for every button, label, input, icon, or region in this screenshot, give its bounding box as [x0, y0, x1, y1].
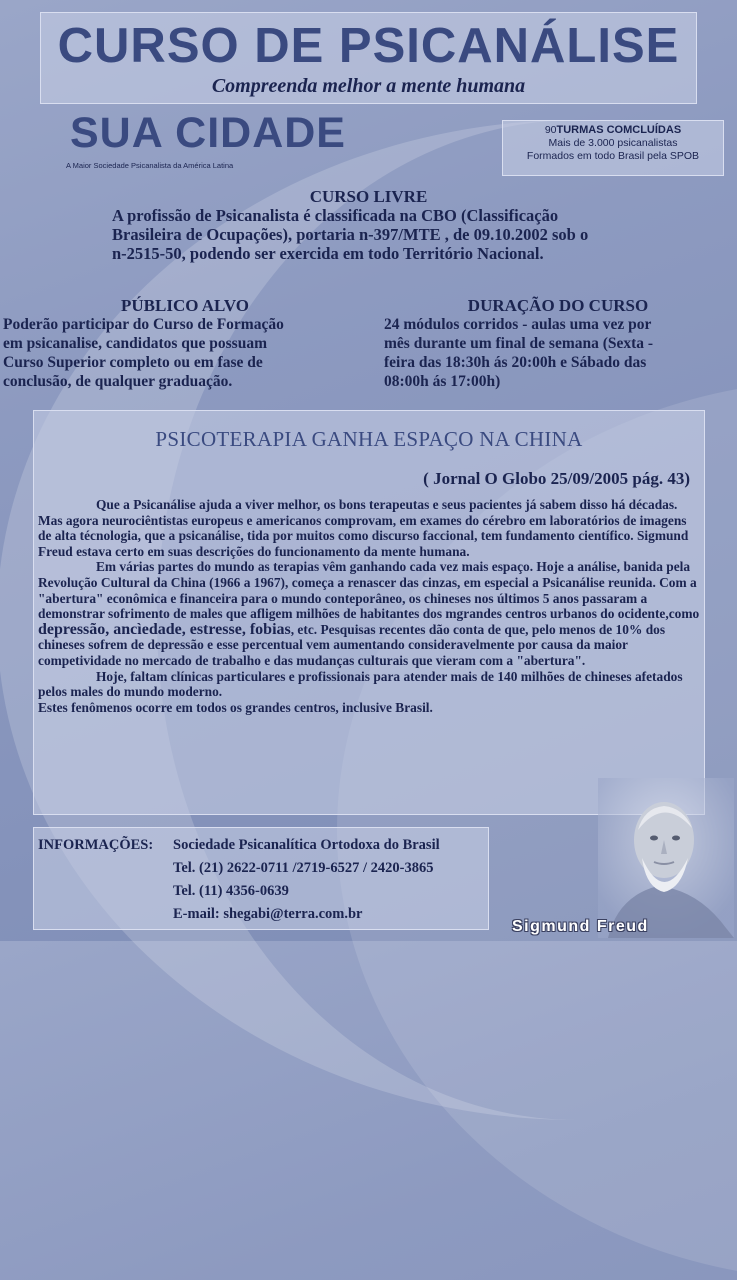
- stats-line-3: Formados em todo Brasil pela SPOB: [526, 150, 700, 162]
- stats-turmas-label: TURMAS COMCLUÍDAS: [556, 124, 682, 136]
- header-banner: [40, 12, 697, 104]
- duracao-line: mês durante um final de semana (Sexta -: [384, 335, 654, 352]
- info-lines: [173, 834, 440, 926]
- article-title: PSICOTERAPIA GANHA ESPAÇO NA CHINA: [155, 427, 583, 451]
- info-phone-sp: Tel. (11) 4356-0639: [173, 883, 289, 899]
- publico-alvo-line: Curso Superior completo ou em fase de: [3, 354, 263, 371]
- article-paragraph: Hoje, faltam clínicas particulares e profissionais para atender mais de 140 milhões de chineses afetados pelos males do mundo moderno.: [38, 668, 683, 700]
- article-body: [38, 497, 702, 715]
- article-paragraph: [38, 559, 702, 668]
- article-source: ( Jornal O Globo 25/09/2005 pág. 43): [423, 469, 690, 488]
- info-society: Sociedade Psicanalítica Ortodoxa do Brasil: [173, 837, 440, 853]
- info-label: INFORMAÇÕES:: [38, 837, 154, 853]
- freud-portrait-svg: [598, 778, 734, 938]
- duracao-section: [384, 296, 732, 391]
- article-text: Em várias partes do mundo as terapias vêm ganhando cada vez mais espaço. Hoje a análise, banida pela Revolução Cultural da China (1966 a 1967), começa a renascer das cinzas, em especial a Psicanálise reunida. Com a "abertura" econômica e financeira para o mundo conteporâneo, os chineses nos últimos 5 anos passaram a demonstrar sofrimento de males que afligem milhões de habitantes dos mgrandes centros urbanos do ocidente,como: [38, 559, 700, 622]
- page-title: CURSO DE PSICANÁLISE: [57, 19, 680, 73]
- publico-alvo-line: em psicanalise, candidatos que possuam: [3, 335, 267, 352]
- page-subtitle: Compreenda melhor a mente humana: [211, 75, 526, 97]
- info-box: [33, 827, 489, 930]
- freud-name-label: Sigmund Freud: [512, 918, 649, 935]
- curso-livre-text: [112, 206, 672, 263]
- info-phone-rj: Tel. (21) 2622-0711 /2719-6527 / 2420-3865: [173, 860, 434, 876]
- curso-livre-line: Brasileira de Ocupações), portaria n-397/MTE , de 09.10.2002 sob o: [112, 225, 589, 244]
- publico-alvo-line: conclusão, de qualquer graduação.: [3, 373, 233, 390]
- freud-portrait-icon: [598, 778, 734, 938]
- publico-alvo-line: Poderão participar do Curso de Formação: [3, 316, 284, 333]
- stats-line-2: Mais de 3.000 psicanalistas: [548, 137, 678, 149]
- curso-livre-line: n-2515-50, podendo ser exercida em todo Território Nacional.: [112, 244, 544, 263]
- article-box: [33, 410, 705, 815]
- curso-livre-line: A profissão de Psicanalista é classificada na CBO (Classificação: [112, 206, 559, 225]
- stats-turmas: [503, 124, 723, 137]
- article-emphasis: depressão, ancìedade, estresse, fobias: [38, 620, 291, 638]
- duracao-line: feira das 18:30h ás 20:00h e Sábado das: [384, 354, 647, 371]
- duracao-line: 24 módulos corridos - aulas uma vez por: [384, 316, 652, 333]
- city-name: SUA CIDADE: [70, 109, 346, 157]
- publico-alvo-title: PÚBLICO ALVO: [121, 296, 249, 315]
- stats-count: 90: [544, 124, 557, 136]
- publico-alvo-section: [0, 296, 370, 391]
- article-paragraph: Que a Psicanálise ajuda a viver melhor, os bons terapeutas e seus pacientes já sabem disso há décadas. Mas agora neurociêntistas europeus e americanos comprovam, em exames do cérebro em laboratórios de imagens de alta técnologia, que a psicanálise, tida por muitos como discurso faccional, tem fundamento científico. Sigmund Freud estava certo em suas descrições do funcionamento da mente humana.: [38, 497, 689, 559]
- curso-livre-title: CURSO LIVRE: [309, 187, 428, 206]
- stats-box: [502, 120, 724, 176]
- article-text: , etc. Pesquisas recentes dão conta de que, pelo menos de 10% dos chineses sofrem de depressão e esse percentual vem aumentando consideravelmente por causa da maior competividade no mercado de trabalho e das mudanças culturais que vieram com a "abertura".: [38, 621, 666, 668]
- info-email: E-mail: shegabi@terra.com.br: [173, 906, 363, 922]
- society-tagline: A Maior Sociedade Psicanalista da América Latina: [66, 161, 234, 170]
- duracao-line: 08:00h ás 17:00h): [384, 373, 501, 390]
- article-paragraph: Estes fenômenos ocorre em todos os grandes centros, inclusive Brasil.: [38, 699, 433, 715]
- duracao-title: DURAÇÃO DO CURSO: [467, 296, 649, 315]
